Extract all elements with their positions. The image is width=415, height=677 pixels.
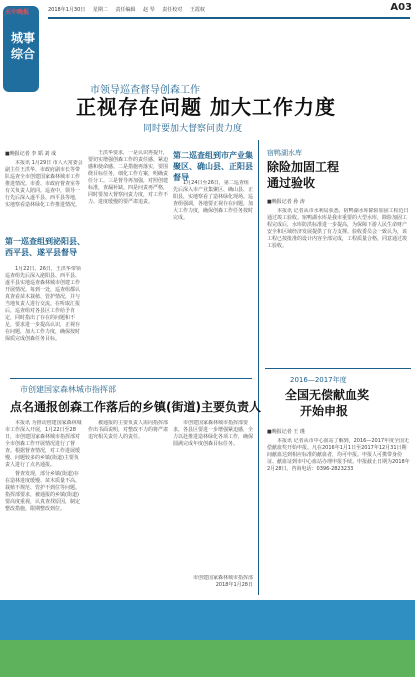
- date: 2018年1月30日: [48, 7, 86, 13]
- story1-paragraph: 本报讯 记者从市水利局获悉，宿鸭湖水库除险加固工程近日通过竣工验收。宿鸭湖水库是我市重要的大型水库，除险加固工程完成后，水库防洪标准进一步提高，为保障下游人民生命财产安全和区域经济发展提供了有力支撑。验收委员会一致认为，该工程已按批准的设计内容全部完成，工程质量合格，同意通过竣工验收。: [267, 208, 409, 249]
- banner-green-band: [0, 640, 415, 677]
- sub-heading-1: 第一巡查组到泌阳县、西平县、遂平县督导: [5, 237, 85, 257]
- second-paragraph-1: 本报讯 为推动创建国家森林城市工作深入开展，1月22日至28日，市创建国家森林城市指挥部对全市创森工作开展情况进行了督查。根据督查情况，对工作进展缓慢、问题较多的乡镇(街道)主要负责人进行了点名通报。: [5, 420, 82, 468]
- sub-heading-2: 第二巡查组到市产业集聚区、确山县、正阳县督导: [173, 151, 253, 182]
- story1-title-2: 通过验收: [267, 176, 316, 190]
- right-divider: [265, 368, 411, 369]
- header-rule: [48, 17, 410, 19]
- weekday: 星期二: [92, 7, 108, 13]
- banner-line-1: 凝心聚力 先行先试: [60, 22, 179, 36]
- second-paragraph-3: 被通报的主要负责人需向指挥部作出书面说明，对整改不力的将严肃追究相关责任人的责任。: [88, 420, 168, 440]
- second-paragraph-2: 督查发现，部分乡镇(街道)存在造林进度缓慢、苗木质量不高、栽植不规范、管护不到位等问题。指挥部要求，被通报的乡镇(街道)要高度重视，认真查找原因，制定整改措施，限期整改到位。: [5, 471, 81, 512]
- second-kicker: 市创建国家森林城市指挥部: [20, 385, 116, 394]
- second-source: 市创建国家森林城市指挥部 2018年1月28日: [192, 575, 253, 588]
- dateline: [48, 6, 412, 16]
- column-divider: [258, 140, 259, 595]
- newspaper-logo: 天中晚报: [5, 9, 30, 16]
- proofreader-label: 责任校对: [162, 7, 183, 13]
- banner-line-2: 全面创建国家森林城市: [100, 46, 241, 60]
- lead-subtitle: 同时要加大督察问责力度: [143, 124, 243, 134]
- lead-byline: ■晚报记者 李 韬 刘 成: [5, 151, 57, 157]
- section-name-1: 城事: [10, 31, 35, 45]
- editor-label: 责任编辑: [115, 7, 136, 13]
- editor-name: 赵 琴: [143, 7, 155, 13]
- page-number: A03: [390, 2, 412, 13]
- second-col-1: [5, 420, 83, 596]
- sub-body-1: [5, 266, 83, 366]
- story2-byline: ■晚报记者 王 瑾: [267, 429, 305, 435]
- story2-paragraph: 本报讯 记者从市中心血站了解到，2016—2017年度全国无偿献血奖开始申报。凡在2016年1月1日至2017年12月31日期间献血达到相应标准的献血者，均可申报。申报人可携带身份证、献血证到市中心血站办理申报手续。申报截止日期为2018年2月28日。咨询电话：0396-2823233: [267, 438, 410, 472]
- lead-column-2: [88, 150, 168, 366]
- second-col-3: [173, 420, 253, 570]
- second-paragraph-4: 市创建国家森林城市指挥部要求，各县区要进一步增强紧迫感，全力以赴推进造林绿化各项工作，确保圆满完成年度创森目标任务。: [173, 420, 253, 447]
- story1-title-1: 除险加固工程: [267, 160, 340, 174]
- story1-body: [267, 208, 411, 358]
- lead-title: 正视存在问题 加大工作力度: [76, 95, 336, 119]
- second-col-2: [88, 420, 168, 596]
- lead-body: [5, 160, 83, 232]
- section-name: [8, 30, 38, 62]
- lead-column-3: [173, 180, 253, 366]
- second-title: 点名通报创森工作落后的乡镇(街道)主要负责人: [10, 400, 261, 414]
- col3-paragraph: 1月24日至26日，第二巡查组先后深入市产业集聚区、确山县、正阳县，实地察看了造林绿化现场。巡查组强调，各地要正视存在问题，加大工作力度，确保创森工作任务按时完成。: [173, 180, 253, 221]
- proofreader-name: 王霞权: [189, 7, 205, 13]
- second-top-rule: [10, 378, 252, 379]
- story2-body: [267, 438, 411, 596]
- lead-kicker: 市领导巡查督导创森工作: [90, 85, 200, 96]
- sub-paragraph-1: 1月22日、26日，王洪华带领巡查组先后深入泌阳县、西平县、遂平县实地巡查森林城市创建工作开展情况。每到一处，巡查组都认真查看苗木栽植、管护情况，并与当地负责人进行交流。在听取汇报后，巡查组对各县区工作给予肯定，同时指出了存在的问题和不足，要求进一步提高认识，正视存在问题，加大工作力度，确保按时保质完成创森任务目标。: [5, 266, 81, 342]
- story2-kicker: 2016—2017年度: [290, 376, 347, 384]
- lead-paragraph: 本报讯 1月29日 市人大常委会副主任王洪华、市政府副市长等带队巡查全市创建国家森林城市工作推进情况。市委、市政府督查室等有关负责人陪同。巡查中，领导一行先后深入遂平县、西平县等地，实地察看造林绿化工作推进情况。: [5, 160, 83, 208]
- col2-paragraph: 王洪华要求，一是认识再提升，要切实增强创森工作的责任感、紧迫感和使命感。二是措施再落实，要围绕目标任务，细化工作方案，明确责任分工。三是督导再加强，对照创建标准，查漏补缺。四是问责再严格，同时要加大督察问责力度，对工作不力、进度缓慢的要严肃追责。: [88, 150, 168, 205]
- story2-title-1: 全国无偿献血奖: [285, 388, 370, 402]
- section-name-2: 综合: [10, 47, 35, 61]
- story1-byline: ■晚报记者 孙 涛: [267, 199, 305, 205]
- story2-title-2: 开始申报: [300, 404, 349, 418]
- story1-kicker: 宿鸭湖水库: [267, 149, 302, 157]
